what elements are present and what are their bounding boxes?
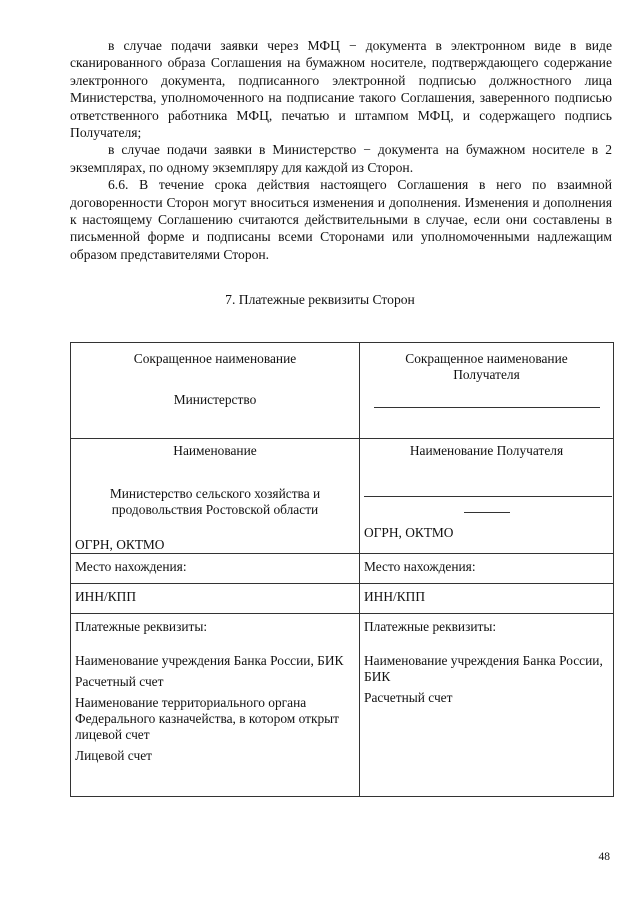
paragraph-ministry: в случае подачи заявки в Министерство − документа на бумажном носителе в 2 экземплярах, по одному экземпляру для каждой из Сторон. <box>70 142 612 175</box>
cell-payment-left <box>71 614 360 797</box>
paragraph-6-6: 6.6. В течение срока действия настоящего Соглашения в него по взаимной договоренности Сторон могут вноситься изменения и дополнения. Изменения и дополнения к настоящему Соглашению считаются действительными в случае, если они составлены в письменной форме и подписаны всеми Сторонами или уполномоченными надлежащим образом представителями Сторон. <box>70 177 612 262</box>
table-row-inn <box>71 584 614 614</box>
table-row-payment <box>71 614 614 797</box>
bank-right: Наименование учреждения Банка России, БИК <box>364 653 603 684</box>
recipient-name-blank <box>364 496 612 497</box>
location-right: Место нахождения: <box>364 559 476 574</box>
inn-left: ИНН/КПП <box>75 589 137 604</box>
recipient-short-name-blank <box>374 407 600 408</box>
table-row-name <box>71 439 614 554</box>
account-left: Расчетный счет <box>75 674 164 689</box>
body-text <box>70 37 612 263</box>
name-right-label: Наименование Получателя <box>409 443 564 458</box>
table-row-short-name <box>71 343 614 439</box>
cell-name-right <box>360 439 614 554</box>
cell-payment-right <box>360 614 614 797</box>
cell-name-left <box>71 439 360 554</box>
payment-details-table <box>70 342 614 797</box>
cell-inn-right <box>360 584 614 614</box>
page-number: 48 <box>598 851 610 863</box>
short-name-left-label: Сокращенное наименование <box>133 351 297 366</box>
section-title: 7. Платежные реквизиты Сторон <box>225 292 415 307</box>
short-name-right-label: Сокращенное наименование Получателя <box>405 351 568 382</box>
cell-short-name-right <box>360 343 614 439</box>
cell-short-name-left <box>71 343 360 439</box>
ogrn-right: ОГРН, ОКТМО <box>364 525 454 540</box>
name-left-value: Министерство сельского хозяйства и продовольствия Ростовской области <box>109 486 321 517</box>
cell-location-right <box>360 554 614 584</box>
treasury-left: Наименование территориального органа Федерального казначейства, в котором открыт лицевой счет <box>75 695 340 742</box>
location-left: Место нахождения: <box>75 559 187 574</box>
payment-left-label: Платежные реквизиты: <box>75 619 208 634</box>
table-row-location <box>71 554 614 584</box>
account-right: Расчетный счет <box>364 690 453 705</box>
name-left-label: Наименование <box>173 443 257 458</box>
bank-left: Наименование учреждения Банка России, БИК <box>75 653 344 668</box>
cell-location-left <box>71 554 360 584</box>
inn-right: ИНН/КПП <box>364 589 426 604</box>
personal-account-left: Лицевой счет <box>75 748 153 763</box>
cell-inn-left <box>71 584 360 614</box>
short-name-left-value: Министерство <box>173 392 257 407</box>
ogrn-left: ОГРН, ОКТМО <box>75 537 165 552</box>
paragraph-mfc: в случае подачи заявки через МФЦ − документа в электронном виде в виде сканированного образа Соглашения на бумажном носителе, подтверждающего содержание электронного документа, подписанного электронной подписью должностного лица Министерства, уполномоченного на подписание такого Соглашения, заверенного подписью ответственного работника МФЦ, печатью и штампом МФЦ, и содержащего подпись Получателя; <box>70 38 612 141</box>
payment-right-label: Платежные реквизиты: <box>364 619 497 634</box>
